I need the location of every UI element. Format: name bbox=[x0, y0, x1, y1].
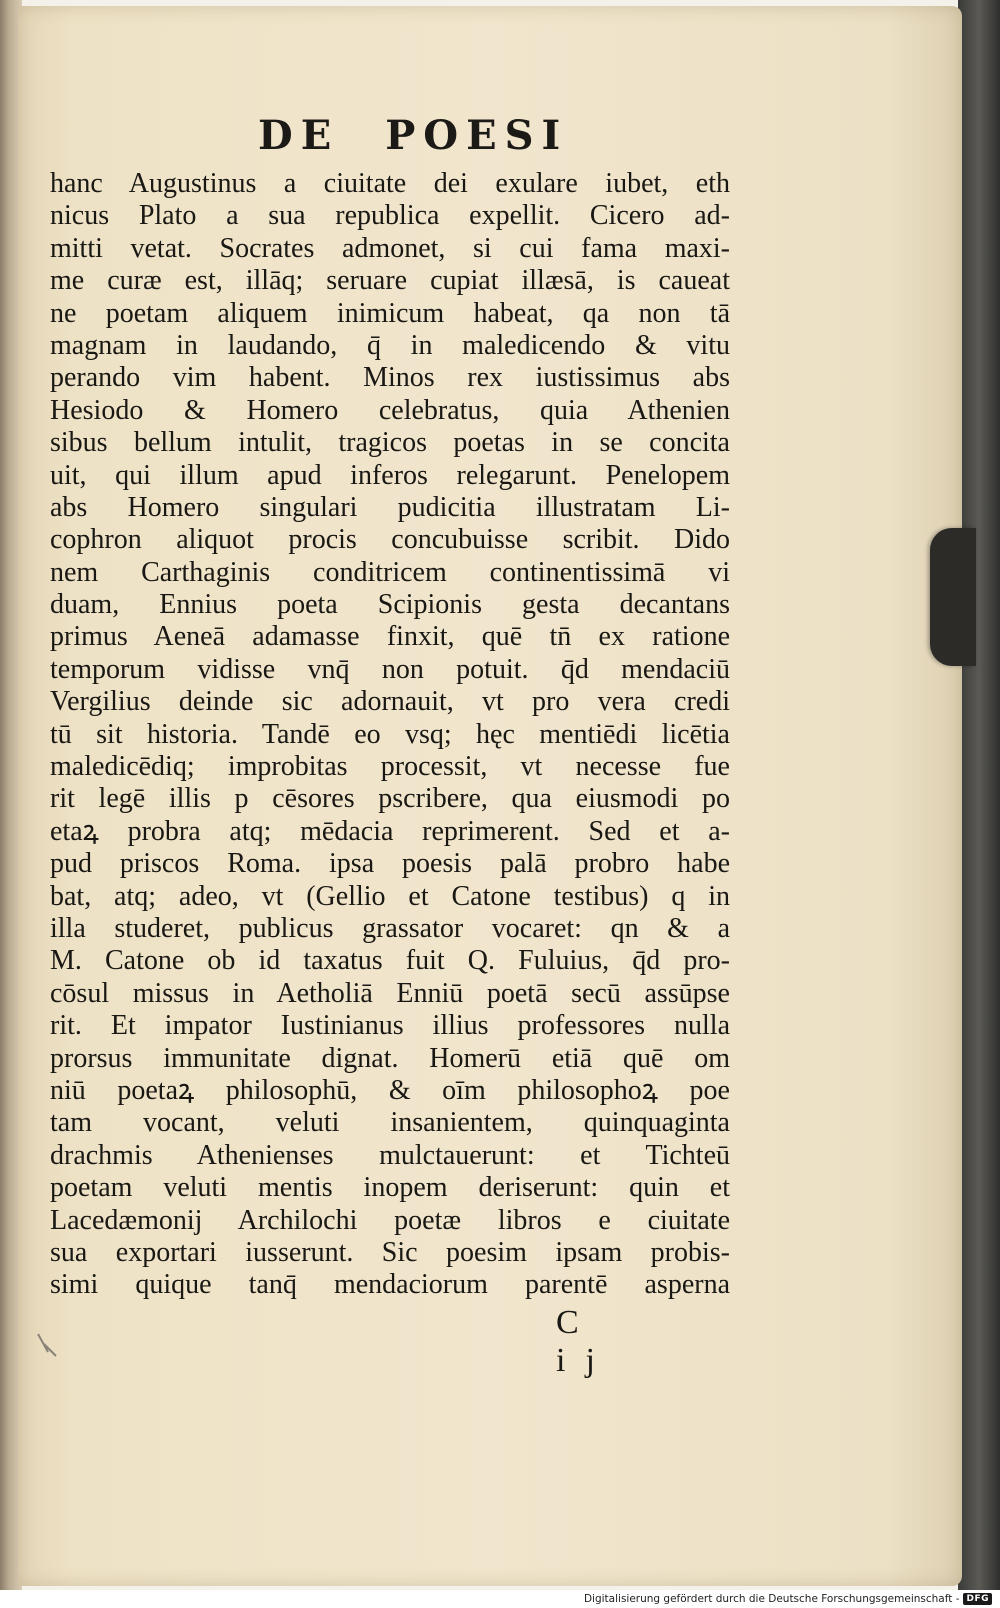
text-line: poetam veluti mentis inopem deriserunt: quin et bbox=[50, 1172, 730, 1204]
text-line: rit. Et impator Iustinianus illius professores nulla bbox=[50, 1010, 730, 1042]
text-line: perando vim habent. Minos rex iustissimus abs bbox=[50, 362, 730, 394]
text-line: M. Catone ob id taxatus fuit Q. Fuluius, q̄d pro- bbox=[50, 945, 730, 977]
clasp-tab bbox=[930, 528, 976, 666]
text-line: tam vocant, veluti insanientem, quinquaginta bbox=[50, 1107, 730, 1139]
text-line: tū sit historia. Tandē eo vsq; hęc mentiēdi licētia bbox=[50, 718, 730, 750]
text-line: prorsus immunitate dignat. Homerū etiā quē om bbox=[50, 1042, 730, 1074]
text-line: drachmis Athenienses mulctauerunt: et Tichteū bbox=[50, 1139, 730, 1171]
running-head-right: POESI bbox=[385, 112, 569, 159]
signature-numeral: ij bbox=[556, 1342, 615, 1379]
text-line: simi quique tanq̄ mendaciorum parentē asperna bbox=[50, 1269, 730, 1301]
footer-bar bbox=[0, 1590, 1000, 1608]
text-line: nem Carthaginis conditricem continentissimā vi bbox=[50, 556, 730, 588]
text-line: me curæ est, illāq; seruare cupiat illæsā, is caueat bbox=[50, 265, 730, 297]
signature-mark bbox=[556, 1304, 656, 1380]
text-line: niū poetaꝝ philosophū, & oīm philosophoꝝ poe bbox=[50, 1074, 730, 1106]
text-line: mitti vetat. Socrates admonet, si cui fama maxi- bbox=[50, 232, 730, 264]
pencil-mark-icon bbox=[34, 1330, 62, 1360]
text-line: hanc Augustinus a ciuitate dei exulare iubet, eth bbox=[50, 168, 730, 199]
text-line: primus Aeneā adamasse finxit, quē tn̄ ex ratione bbox=[50, 621, 730, 653]
text-line: etaꝝ probra atq; mēdacia reprimerent. Sed et a- bbox=[50, 815, 730, 847]
body-text bbox=[50, 168, 730, 1302]
text-line: bat, atq; adeo, vt (Gellio et Catone testibus) q in bbox=[50, 880, 730, 912]
text-line: Hesiodo & Homero celebratus, quia Athenien bbox=[50, 394, 730, 426]
text-line: rit legē illis p cēsores pscribere, qua eiusmodi po bbox=[50, 783, 730, 815]
dfg-logo-icon: DFG bbox=[963, 1593, 992, 1605]
signature-letter: C bbox=[556, 1304, 599, 1341]
book-right-edge bbox=[958, 0, 1000, 1590]
text-line: duam, Ennius poeta Scipionis gesta decantans bbox=[50, 589, 730, 621]
text-line: Lacedæmonij Archilochi poetæ libros e ciuitate bbox=[50, 1204, 730, 1236]
text-line: cophron aliquot procis concubuisse scribit. Dido bbox=[50, 524, 730, 556]
running-head bbox=[258, 112, 578, 164]
text-line: uit, qui illum apud inferos relegarunt. Penelopem bbox=[50, 459, 730, 491]
text-line: cōsul missus in Aetholiā Enniū poetā secū assūpse bbox=[50, 977, 730, 1009]
running-head-left: DE bbox=[258, 112, 340, 159]
text-line: illa studeret, publicus grassator vocaret: qn & a bbox=[50, 912, 730, 944]
text-line: magnam in laudando, q̄ in maledicendo & vitu bbox=[50, 329, 730, 361]
text-line: nicus Plato a sua republica expellit. Cicero ad- bbox=[50, 200, 730, 232]
text-line: temporum vidisse vnq̄ non potuit. q̄d mendaciū bbox=[50, 653, 730, 685]
text-line: pud priscos Roma. ipsa poesis palā probro habe bbox=[50, 848, 730, 880]
text-line: sibus bellum intulit, tragicos poetas in se concita bbox=[50, 427, 730, 459]
text-line: maledicēdiq; improbitas processit, vt necesse fue bbox=[50, 751, 730, 783]
text-line: sua exportari iusserunt. Sic poesim ipsam probis- bbox=[50, 1236, 730, 1268]
footer-text: Digitalisierung gefördert durch die Deutsche Forschungsgemeinschaft - bbox=[583, 1593, 960, 1605]
text-line: ne poetam aliquem inimicum habeat, qa non tā bbox=[50, 297, 730, 329]
text-line: abs Homero singulari pudicitia illustratam Li- bbox=[50, 491, 730, 523]
text-line: Vergilius deinde sic adornauit, vt pro vera credi bbox=[50, 686, 730, 718]
